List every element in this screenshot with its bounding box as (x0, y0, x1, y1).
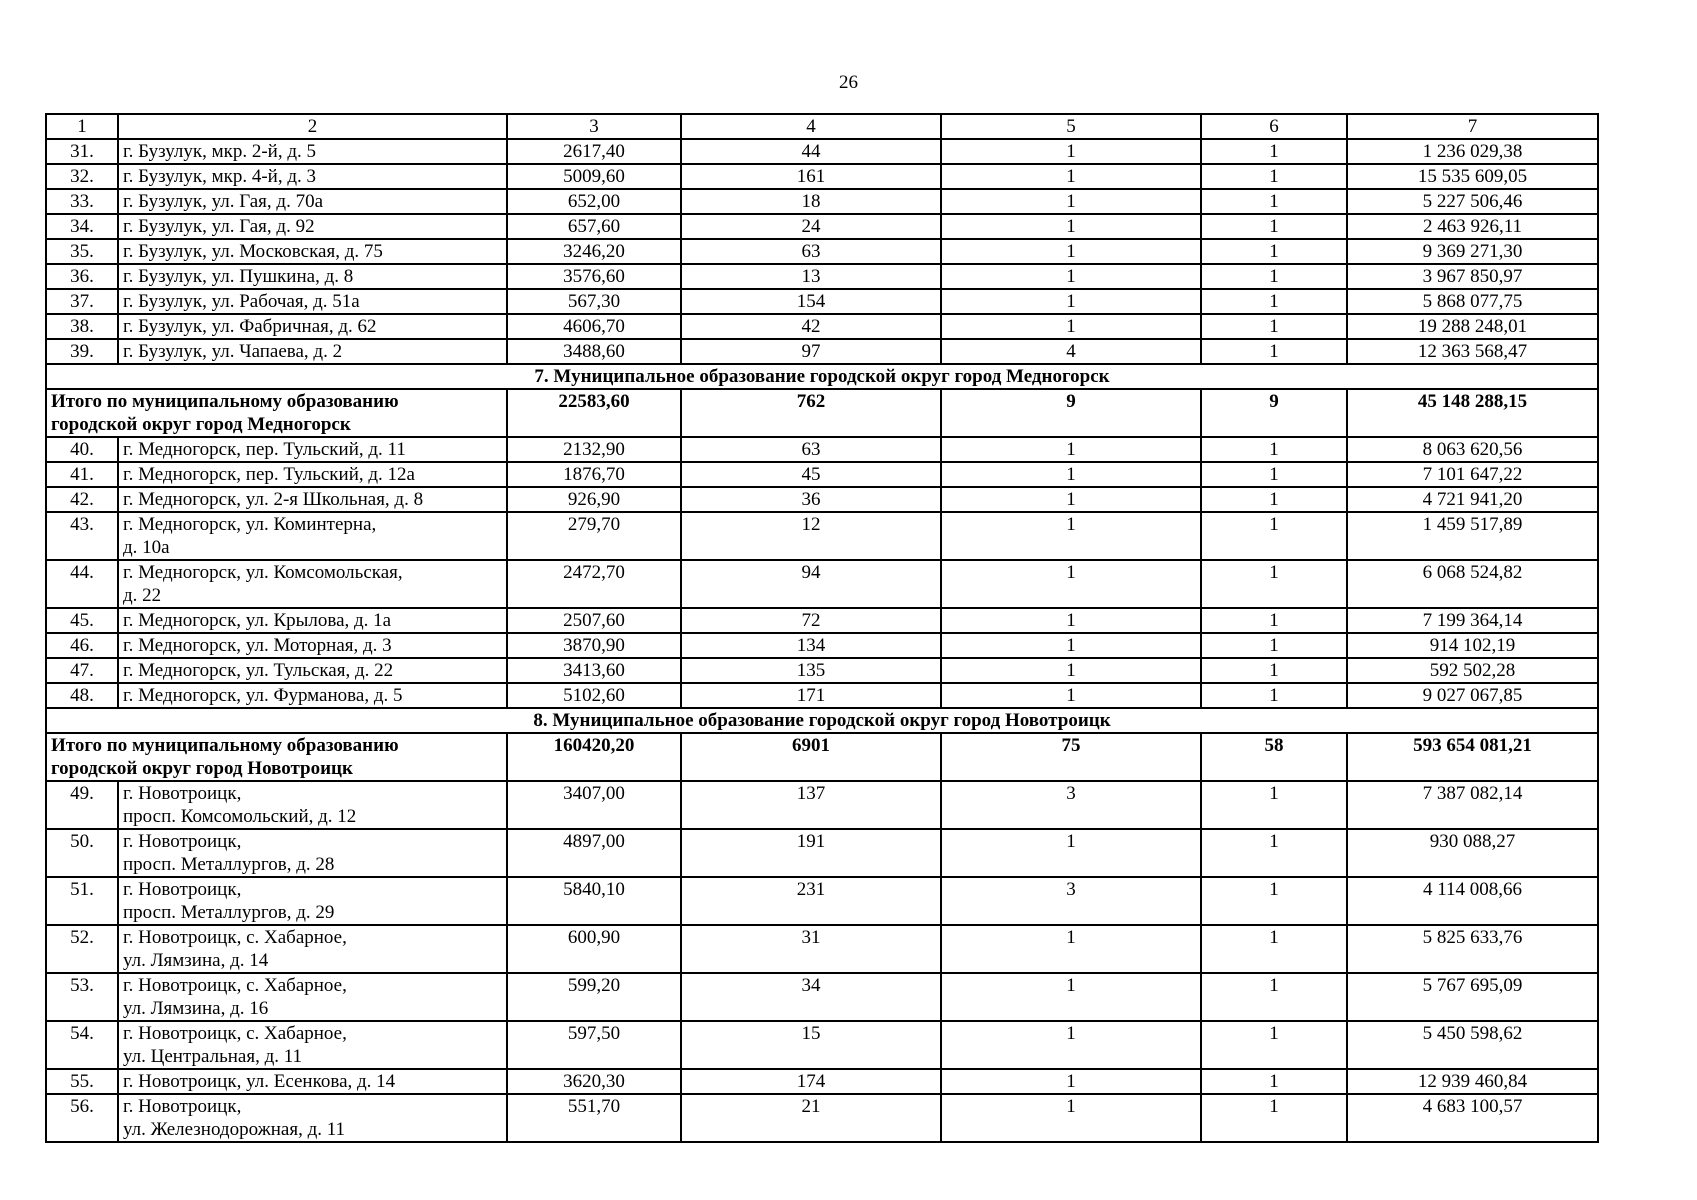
count-col6: 1 (1201, 314, 1347, 339)
cost-value: 4 721 941,20 (1347, 487, 1598, 512)
address: г. Медногорск, ул. Моторная, д. 3 (118, 633, 507, 658)
column-header: 4 (681, 114, 941, 139)
address-line: г. Новотроицк, (123, 879, 242, 900)
section-title: 8. Муниципальное образование городской округ город Новотроицк (46, 708, 1598, 733)
address: г. Бузулук, ул. Гая, д. 92 (118, 214, 507, 239)
count-col5: 1 (941, 139, 1201, 164)
summary-residents-count: 6901 (681, 733, 941, 781)
count-col6: 1 (1201, 289, 1347, 314)
column-header: 2 (118, 114, 507, 139)
address-line: г. Новотроицк, с. Хабарное, (123, 927, 347, 948)
cost-value: 19 288 248,01 (1347, 314, 1598, 339)
count-col6: 1 (1201, 487, 1347, 512)
summary-cost-value: 45 148 288,15 (1347, 389, 1598, 437)
summary-count-col6: 9 (1201, 389, 1347, 437)
section-title: 7. Муниципальное образование городской округ город Медногорск (46, 364, 1598, 389)
area-value: 5840,10 (507, 877, 681, 925)
section-header-row (46, 708, 1598, 733)
cost-value: 5 227 506,46 (1347, 189, 1598, 214)
residents-count: 13 (681, 264, 941, 289)
row-number: 36. (46, 264, 118, 289)
area-value: 551,70 (507, 1094, 681, 1142)
row-number: 34. (46, 214, 118, 239)
residents-count: 231 (681, 877, 941, 925)
section-header-row (46, 364, 1598, 389)
cost-value: 7 199 364,14 (1347, 608, 1598, 633)
row-number: 39. (46, 339, 118, 364)
address-line: г. Новотроицк, с. Хабарное, (123, 1023, 347, 1044)
column-header: 5 (941, 114, 1201, 139)
cost-value: 5 767 695,09 (1347, 973, 1598, 1021)
page-number: 26 (839, 72, 858, 93)
count-col5: 1 (941, 437, 1201, 462)
area-value: 599,20 (507, 973, 681, 1021)
count-col6: 1 (1201, 633, 1347, 658)
area-value: 2617,40 (507, 139, 681, 164)
address: г. Медногорск, ул. Фурманова, д. 5 (118, 683, 507, 708)
row-number: 38. (46, 314, 118, 339)
cost-value: 15 535 609,05 (1347, 164, 1598, 189)
row-number: 55. (46, 1069, 118, 1094)
summary-label-line: городской округ город Медногорск (51, 414, 351, 435)
count-col5: 1 (941, 264, 1201, 289)
address: г. Медногорск, ул. Крылова, д. 1а (118, 608, 507, 633)
address (118, 781, 507, 829)
count-col6: 1 (1201, 164, 1347, 189)
summary-row (46, 389, 1598, 437)
table-row (46, 164, 1598, 189)
count-col6: 1 (1201, 437, 1347, 462)
count-col6: 1 (1201, 1069, 1347, 1094)
row-number: 32. (46, 164, 118, 189)
area-value: 3413,60 (507, 658, 681, 683)
address-line: просп. Комсомольский, д. 12 (123, 806, 357, 827)
table-row (46, 487, 1598, 512)
area-value: 1876,70 (507, 462, 681, 487)
count-col6: 1 (1201, 608, 1347, 633)
column-header: 1 (46, 114, 118, 139)
address-line: г. Новотроицк, с. Хабарное, (123, 975, 347, 996)
address-line: просп. Металлургов, д. 29 (123, 902, 335, 923)
residents-count: 15 (681, 1021, 941, 1069)
cost-value: 3 967 850,97 (1347, 264, 1598, 289)
row-number: 33. (46, 189, 118, 214)
count-col6: 1 (1201, 462, 1347, 487)
area-value: 279,70 (507, 512, 681, 560)
table-row (46, 781, 1598, 829)
area-value: 926,90 (507, 487, 681, 512)
area-value: 3246,20 (507, 239, 681, 264)
address (118, 829, 507, 877)
area-value: 600,90 (507, 925, 681, 973)
count-col6: 1 (1201, 512, 1347, 560)
address: г. Бузулук, ул. Чапаева, д. 2 (118, 339, 507, 364)
registry-table-body (46, 114, 1598, 1142)
cost-value: 914 102,19 (1347, 633, 1598, 658)
table-row (46, 339, 1598, 364)
residents-count: 34 (681, 973, 941, 1021)
cost-value: 9 027 067,85 (1347, 683, 1598, 708)
residents-count: 45 (681, 462, 941, 487)
cost-value: 592 502,28 (1347, 658, 1598, 683)
count-col5: 1 (941, 1021, 1201, 1069)
area-value: 3620,30 (507, 1069, 681, 1094)
address: г. Бузулук, ул. Фабричная, д. 62 (118, 314, 507, 339)
count-col6: 1 (1201, 973, 1347, 1021)
address: г. Новотроицк, ул. Есенкова, д. 14 (118, 1069, 507, 1094)
residents-count: 174 (681, 1069, 941, 1094)
address (118, 925, 507, 973)
table-row (46, 1094, 1598, 1142)
address-line: д. 10а (123, 537, 170, 558)
row-number: 43. (46, 512, 118, 560)
count-col6: 1 (1201, 239, 1347, 264)
address-line: ул. Лямзина, д. 16 (123, 998, 269, 1019)
row-number: 50. (46, 829, 118, 877)
address-line: ул. Центральная, д. 11 (123, 1046, 303, 1067)
row-number: 42. (46, 487, 118, 512)
table-row (46, 877, 1598, 925)
area-value: 567,30 (507, 289, 681, 314)
table-row (46, 560, 1598, 608)
area-value: 597,50 (507, 1021, 681, 1069)
residents-count: 44 (681, 139, 941, 164)
count-col5: 1 (941, 1094, 1201, 1142)
cost-value: 7 387 082,14 (1347, 781, 1598, 829)
table-row (46, 658, 1598, 683)
address: г. Бузулук, ул. Московская, д. 75 (118, 239, 507, 264)
column-header: 6 (1201, 114, 1347, 139)
address-line: г. Новотроицк, (123, 783, 242, 804)
area-value: 2132,90 (507, 437, 681, 462)
row-number: 48. (46, 683, 118, 708)
area-value: 3488,60 (507, 339, 681, 364)
summary-count-col5: 9 (941, 389, 1201, 437)
address-line: г. Медногорск, ул. Коминтерна, (123, 514, 377, 535)
table-row (46, 289, 1598, 314)
table-row (46, 829, 1598, 877)
count-col5: 1 (941, 462, 1201, 487)
count-col6: 1 (1201, 1021, 1347, 1069)
row-number: 40. (46, 437, 118, 462)
address: г. Бузулук, ул. Рабочая, д. 51а (118, 289, 507, 314)
count-col5: 1 (941, 925, 1201, 973)
cost-value: 7 101 647,22 (1347, 462, 1598, 487)
row-number: 37. (46, 289, 118, 314)
row-number: 45. (46, 608, 118, 633)
residents-count: 154 (681, 289, 941, 314)
address (118, 1094, 507, 1142)
row-number: 47. (46, 658, 118, 683)
summary-row (46, 733, 1598, 781)
table-row (46, 189, 1598, 214)
table-row (46, 239, 1598, 264)
address: г. Бузулук, ул. Пушкина, д. 8 (118, 264, 507, 289)
count-col5: 1 (941, 289, 1201, 314)
row-number: 53. (46, 973, 118, 1021)
count-col6: 1 (1201, 189, 1347, 214)
summary-label (46, 733, 507, 781)
address: г. Медногорск, ул. Тульская, д. 22 (118, 658, 507, 683)
registry-table (45, 113, 1599, 1143)
residents-count: 97 (681, 339, 941, 364)
summary-label-line: Итого по муниципальному образованию (51, 391, 399, 412)
address-line: д. 22 (123, 585, 162, 606)
table-row (46, 1021, 1598, 1069)
cost-value: 5 450 598,62 (1347, 1021, 1598, 1069)
area-value: 2507,60 (507, 608, 681, 633)
cost-value: 1 236 029,38 (1347, 139, 1598, 164)
summary-count-col6: 58 (1201, 733, 1347, 781)
area-value: 5102,60 (507, 683, 681, 708)
count-col6: 1 (1201, 1094, 1347, 1142)
row-number: 35. (46, 239, 118, 264)
residents-count: 24 (681, 214, 941, 239)
residents-count: 94 (681, 560, 941, 608)
address-line: г. Медногорск, ул. Комсомольская, (123, 562, 403, 583)
cost-value: 12 939 460,84 (1347, 1069, 1598, 1094)
summary-area-value: 22583,60 (507, 389, 681, 437)
area-value: 3576,60 (507, 264, 681, 289)
count-col5: 1 (941, 973, 1201, 1021)
address-line: ул. Железнодорожная, д. 11 (123, 1119, 346, 1140)
column-header: 7 (1347, 114, 1598, 139)
column-header: 3 (507, 114, 681, 139)
count-col6: 1 (1201, 683, 1347, 708)
count-col6: 1 (1201, 264, 1347, 289)
count-col5: 3 (941, 781, 1201, 829)
row-number: 44. (46, 560, 118, 608)
count-col6: 1 (1201, 877, 1347, 925)
cost-value: 5 825 633,76 (1347, 925, 1598, 973)
count-col5: 1 (941, 487, 1201, 512)
address-line: г. Новотроицк, (123, 831, 242, 852)
residents-count: 31 (681, 925, 941, 973)
row-number: 41. (46, 462, 118, 487)
cost-value: 6 068 524,82 (1347, 560, 1598, 608)
summary-cost-value: 593 654 081,21 (1347, 733, 1598, 781)
count-col5: 1 (941, 239, 1201, 264)
cost-value: 9 369 271,30 (1347, 239, 1598, 264)
table-row (46, 437, 1598, 462)
count-col6: 1 (1201, 781, 1347, 829)
address (118, 973, 507, 1021)
cost-value: 8 063 620,56 (1347, 437, 1598, 462)
count-col5: 1 (941, 189, 1201, 214)
address: г. Бузулук, ул. Гая, д. 70а (118, 189, 507, 214)
row-number: 46. (46, 633, 118, 658)
area-value: 2472,70 (507, 560, 681, 608)
cost-value: 930 088,27 (1347, 829, 1598, 877)
residents-count: 171 (681, 683, 941, 708)
count-col5: 1 (941, 683, 1201, 708)
area-value: 657,60 (507, 214, 681, 239)
count-col5: 1 (941, 608, 1201, 633)
area-value: 3870,90 (507, 633, 681, 658)
table-row (46, 264, 1598, 289)
table-row (46, 314, 1598, 339)
table-row (46, 973, 1598, 1021)
address-line: ул. Лямзина, д. 14 (123, 950, 269, 971)
count-col6: 1 (1201, 339, 1347, 364)
table-row (46, 214, 1598, 239)
row-number: 54. (46, 1021, 118, 1069)
table-row (46, 139, 1598, 164)
cost-value: 12 363 568,47 (1347, 339, 1598, 364)
table-row (46, 633, 1598, 658)
count-col5: 1 (941, 633, 1201, 658)
area-value: 3407,00 (507, 781, 681, 829)
count-col5: 3 (941, 877, 1201, 925)
cost-value: 2 463 926,11 (1347, 214, 1598, 239)
row-number: 31. (46, 139, 118, 164)
table-row (46, 925, 1598, 973)
cost-value: 5 868 077,75 (1347, 289, 1598, 314)
table-row (46, 462, 1598, 487)
residents-count: 137 (681, 781, 941, 829)
residents-count: 63 (681, 437, 941, 462)
area-value: 5009,60 (507, 164, 681, 189)
cost-value: 1 459 517,89 (1347, 512, 1598, 560)
address: г. Бузулук, мкр. 2-й, д. 5 (118, 139, 507, 164)
count-col5: 4 (941, 339, 1201, 364)
table-row (46, 608, 1598, 633)
residents-count: 191 (681, 829, 941, 877)
table-row (46, 1069, 1598, 1094)
address (118, 877, 507, 925)
row-number: 51. (46, 877, 118, 925)
count-col6: 1 (1201, 214, 1347, 239)
summary-label-line: Итого по муниципальному образованию (51, 735, 399, 756)
count-col6: 1 (1201, 560, 1347, 608)
row-number: 52. (46, 925, 118, 973)
address: г. Бузулук, мкр. 4-й, д. 3 (118, 164, 507, 189)
residents-count: 135 (681, 658, 941, 683)
address-line: просп. Металлургов, д. 28 (123, 854, 335, 875)
table-row (46, 683, 1598, 708)
count-col6: 1 (1201, 829, 1347, 877)
column-header-row (46, 114, 1598, 139)
area-value: 4606,70 (507, 314, 681, 339)
count-col6: 1 (1201, 139, 1347, 164)
count-col5: 1 (941, 560, 1201, 608)
count-col5: 1 (941, 658, 1201, 683)
residents-count: 63 (681, 239, 941, 264)
summary-label (46, 389, 507, 437)
count-col5: 1 (941, 829, 1201, 877)
address (118, 512, 507, 560)
address-line: г. Новотроицк, (123, 1096, 242, 1117)
cost-value: 4 683 100,57 (1347, 1094, 1598, 1142)
address (118, 1021, 507, 1069)
summary-residents-count: 762 (681, 389, 941, 437)
residents-count: 36 (681, 487, 941, 512)
count-col5: 1 (941, 314, 1201, 339)
area-value: 4897,00 (507, 829, 681, 877)
residents-count: 12 (681, 512, 941, 560)
count-col5: 1 (941, 164, 1201, 189)
residents-count: 72 (681, 608, 941, 633)
summary-count-col5: 75 (941, 733, 1201, 781)
count-col6: 1 (1201, 658, 1347, 683)
row-number: 49. (46, 781, 118, 829)
count-col5: 1 (941, 214, 1201, 239)
table-row (46, 512, 1598, 560)
address (118, 560, 507, 608)
address: г. Медногорск, пер. Тульский, д. 11 (118, 437, 507, 462)
residents-count: 21 (681, 1094, 941, 1142)
residents-count: 134 (681, 633, 941, 658)
residents-count: 42 (681, 314, 941, 339)
count-col5: 1 (941, 512, 1201, 560)
residents-count: 18 (681, 189, 941, 214)
row-number: 56. (46, 1094, 118, 1142)
summary-label-line: городской округ город Новотроицк (51, 758, 353, 779)
count-col6: 1 (1201, 925, 1347, 973)
summary-area-value: 160420,20 (507, 733, 681, 781)
residents-count: 161 (681, 164, 941, 189)
cost-value: 4 114 008,66 (1347, 877, 1598, 925)
count-col5: 1 (941, 1069, 1201, 1094)
address: г. Медногорск, пер. Тульский, д. 12а (118, 462, 507, 487)
area-value: 652,00 (507, 189, 681, 214)
address: г. Медногорск, ул. 2-я Школьная, д. 8 (118, 487, 507, 512)
